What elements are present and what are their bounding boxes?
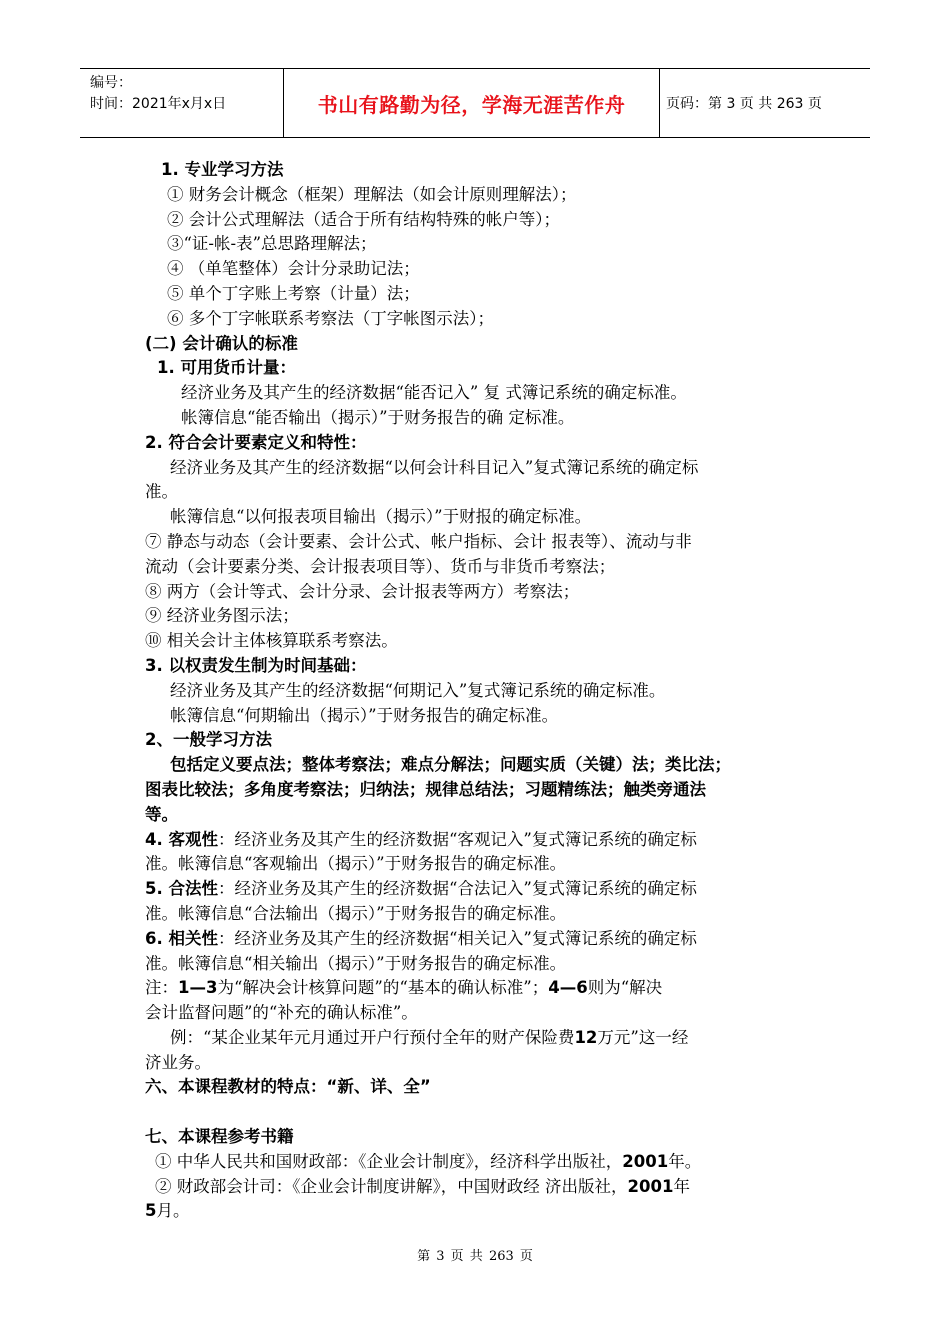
paragraph	[145, 877, 813, 902]
list-item: ② 会计公式理解法（适合于所有结构特殊的帐户等）；	[167, 209, 560, 229]
list-item: ④ （单笔整体）会计分录助记法；	[167, 259, 420, 279]
paragraph: 帐簿信息“以何报表项目输出（揭示）”于财报的确定标准。	[170, 507, 592, 527]
document-body	[145, 158, 813, 1224]
term-text: ：经济业务及其产生的经济数据“合法记入”复式簿记系统的确定标	[218, 879, 697, 899]
footer-word: 页	[450, 1249, 464, 1264]
example-paragraph: 济业务。	[145, 1052, 211, 1072]
list-item: ⑧ 两方（会计等式、会计分录、会计报表等两方）考察法；	[145, 581, 580, 601]
spacer	[145, 1100, 813, 1125]
footer-word: 页	[519, 1249, 533, 1264]
subsection-heading: 1. 可用货币计量：	[157, 358, 296, 378]
reference-month: 5	[145, 1201, 157, 1221]
paragraph: 准。帐簿信息“合法输出（揭示）”于财务报告的确定标准。	[145, 903, 567, 923]
list-item: ① 财务会计概念（框架）理解法（如会计原则理解法）；	[167, 184, 577, 204]
section-heading: 六、本课程教材的特点：“新、详、全”	[145, 1077, 431, 1097]
paragraph: 帐簿信息“何期输出（揭示）”于财务报告的确定标准。	[170, 705, 559, 725]
reference-item	[145, 1199, 813, 1224]
term-label: 5. 合法性	[145, 879, 218, 899]
term-label: 4. 客观性	[145, 829, 218, 849]
paragraph: 经济业务及其产生的经济数据“以何会计科目记入”复式簿记系统的确定标	[170, 457, 699, 477]
term-label: 6. 相关性	[145, 928, 218, 948]
paragraph: 准。	[145, 482, 178, 502]
subsection-heading: 3. 以权责发生制为时间基础：	[145, 655, 367, 675]
paragraph: 帐簿信息“能否输出（揭示）”于财务报告的确 定标准。	[181, 407, 575, 427]
header-page-label: 页码：第 3 页 共 263 页	[666, 96, 822, 112]
list-item: ⑥ 多个丁字帐联系考察法（丁字帐图示法）；	[167, 308, 494, 328]
note-range: 4—6	[548, 978, 588, 998]
document-number-label: 编号：	[90, 75, 132, 91]
paragraph: 经济业务及其产生的经济数据“何期记入”复式簿记系统的确定标准。	[170, 680, 666, 700]
reference-text: 月。	[156, 1201, 190, 1221]
note-text: 为“解决会计核算问题”的“基本的确认标准”；	[217, 978, 549, 998]
subsection-heading: 2. 符合会计要素定义和特性：	[145, 432, 367, 452]
list-item: 流动（会计要素分类、会计报表项目等）、货币与非货币考察法；	[145, 556, 616, 576]
example-paragraph	[145, 1026, 813, 1051]
note-text: 则为“解决	[587, 978, 663, 998]
reference-text: ② 财政部会计司：《企业会计制度讲解》，中国财政经 济出版社，	[155, 1176, 628, 1196]
section-heading: 2、一般学习方法	[145, 730, 272, 750]
reference-item	[145, 1150, 813, 1175]
reference-year: 2001	[627, 1176, 674, 1196]
note-paragraph: 会计监督问题”的“补充的确认标准”。	[145, 1003, 418, 1023]
paragraph: 准。帐簿信息“客观输出（揭示）”于财务报告的确定标准。	[145, 854, 567, 874]
reference-year: 2001	[622, 1151, 669, 1171]
page-footer	[0, 1245, 950, 1264]
paragraph	[145, 927, 813, 952]
section-heading: 七、本课程参考书籍	[145, 1127, 294, 1147]
example-text: 例：“某企业某年元月通过开户行预付全年的财产保险费	[170, 1027, 575, 1047]
term-text: ：经济业务及其产生的经济数据“客观记入”复式簿记系统的确定标	[218, 829, 697, 849]
list-item: ③“证-帐-表”总思路理解法；	[167, 234, 377, 254]
note-label: 注：	[145, 978, 178, 998]
footer-total-pages: 263	[488, 1249, 514, 1264]
reference-text: ① 中华人民共和国财政部：《企业会计制度》，经济科学出版社，	[155, 1151, 623, 1171]
section-heading: 1. 专业学习方法	[161, 160, 284, 179]
paragraph: 等。	[145, 804, 178, 824]
paragraph: 图表比较法；多角度考察法；归纳法；规律总结法；习题精练法；触类旁通法	[145, 779, 706, 799]
header-motto: 书山有路勤为径，学海无涯苦作舟	[283, 69, 660, 137]
example-text: 万元”这一经	[597, 1027, 689, 1047]
reference-text: 年	[673, 1176, 690, 1196]
list-item: ⑨ 经济业务图示法；	[145, 606, 299, 626]
paragraph: 包括定义要点法；整体考察法；难点分解法；问题实质（关键）法；类比法；	[170, 755, 731, 775]
header-meta	[80, 69, 283, 137]
note-paragraph	[145, 976, 813, 1001]
list-item: ⑩ 相关会计主体核算联系考察法。	[145, 631, 398, 651]
section-heading: (二) 会计确认的标准	[145, 333, 298, 353]
example-amount: 12	[574, 1027, 598, 1047]
paragraph: 经济业务及其产生的经济数据“能否记入” 复 式簿记系统的确定标准。	[181, 383, 687, 403]
reference-text: 年。	[668, 1151, 702, 1171]
page-header	[80, 68, 870, 138]
footer-word: 共	[469, 1249, 483, 1264]
paragraph	[145, 828, 813, 853]
term-text: ：经济业务及其产生的经济数据“相关记入”复式簿记系统的确定标	[218, 928, 697, 948]
note-range: 1—3	[178, 978, 218, 998]
list-item: ⑤ 单个丁字账上考察（计量）法；	[167, 283, 420, 303]
paragraph: 准。帐簿信息“相关输出（揭示）”于财务报告的确定标准。	[145, 953, 567, 973]
footer-page-number: 3	[436, 1249, 445, 1264]
document-time-label: 时间：2021年x月x日	[90, 96, 227, 112]
reference-item	[145, 1175, 813, 1200]
list-item: ⑦ 静态与动态（会计要素、会计公式、帐户指标、会计 报表等）、流动与非	[145, 531, 692, 551]
footer-word: 第	[417, 1249, 431, 1264]
